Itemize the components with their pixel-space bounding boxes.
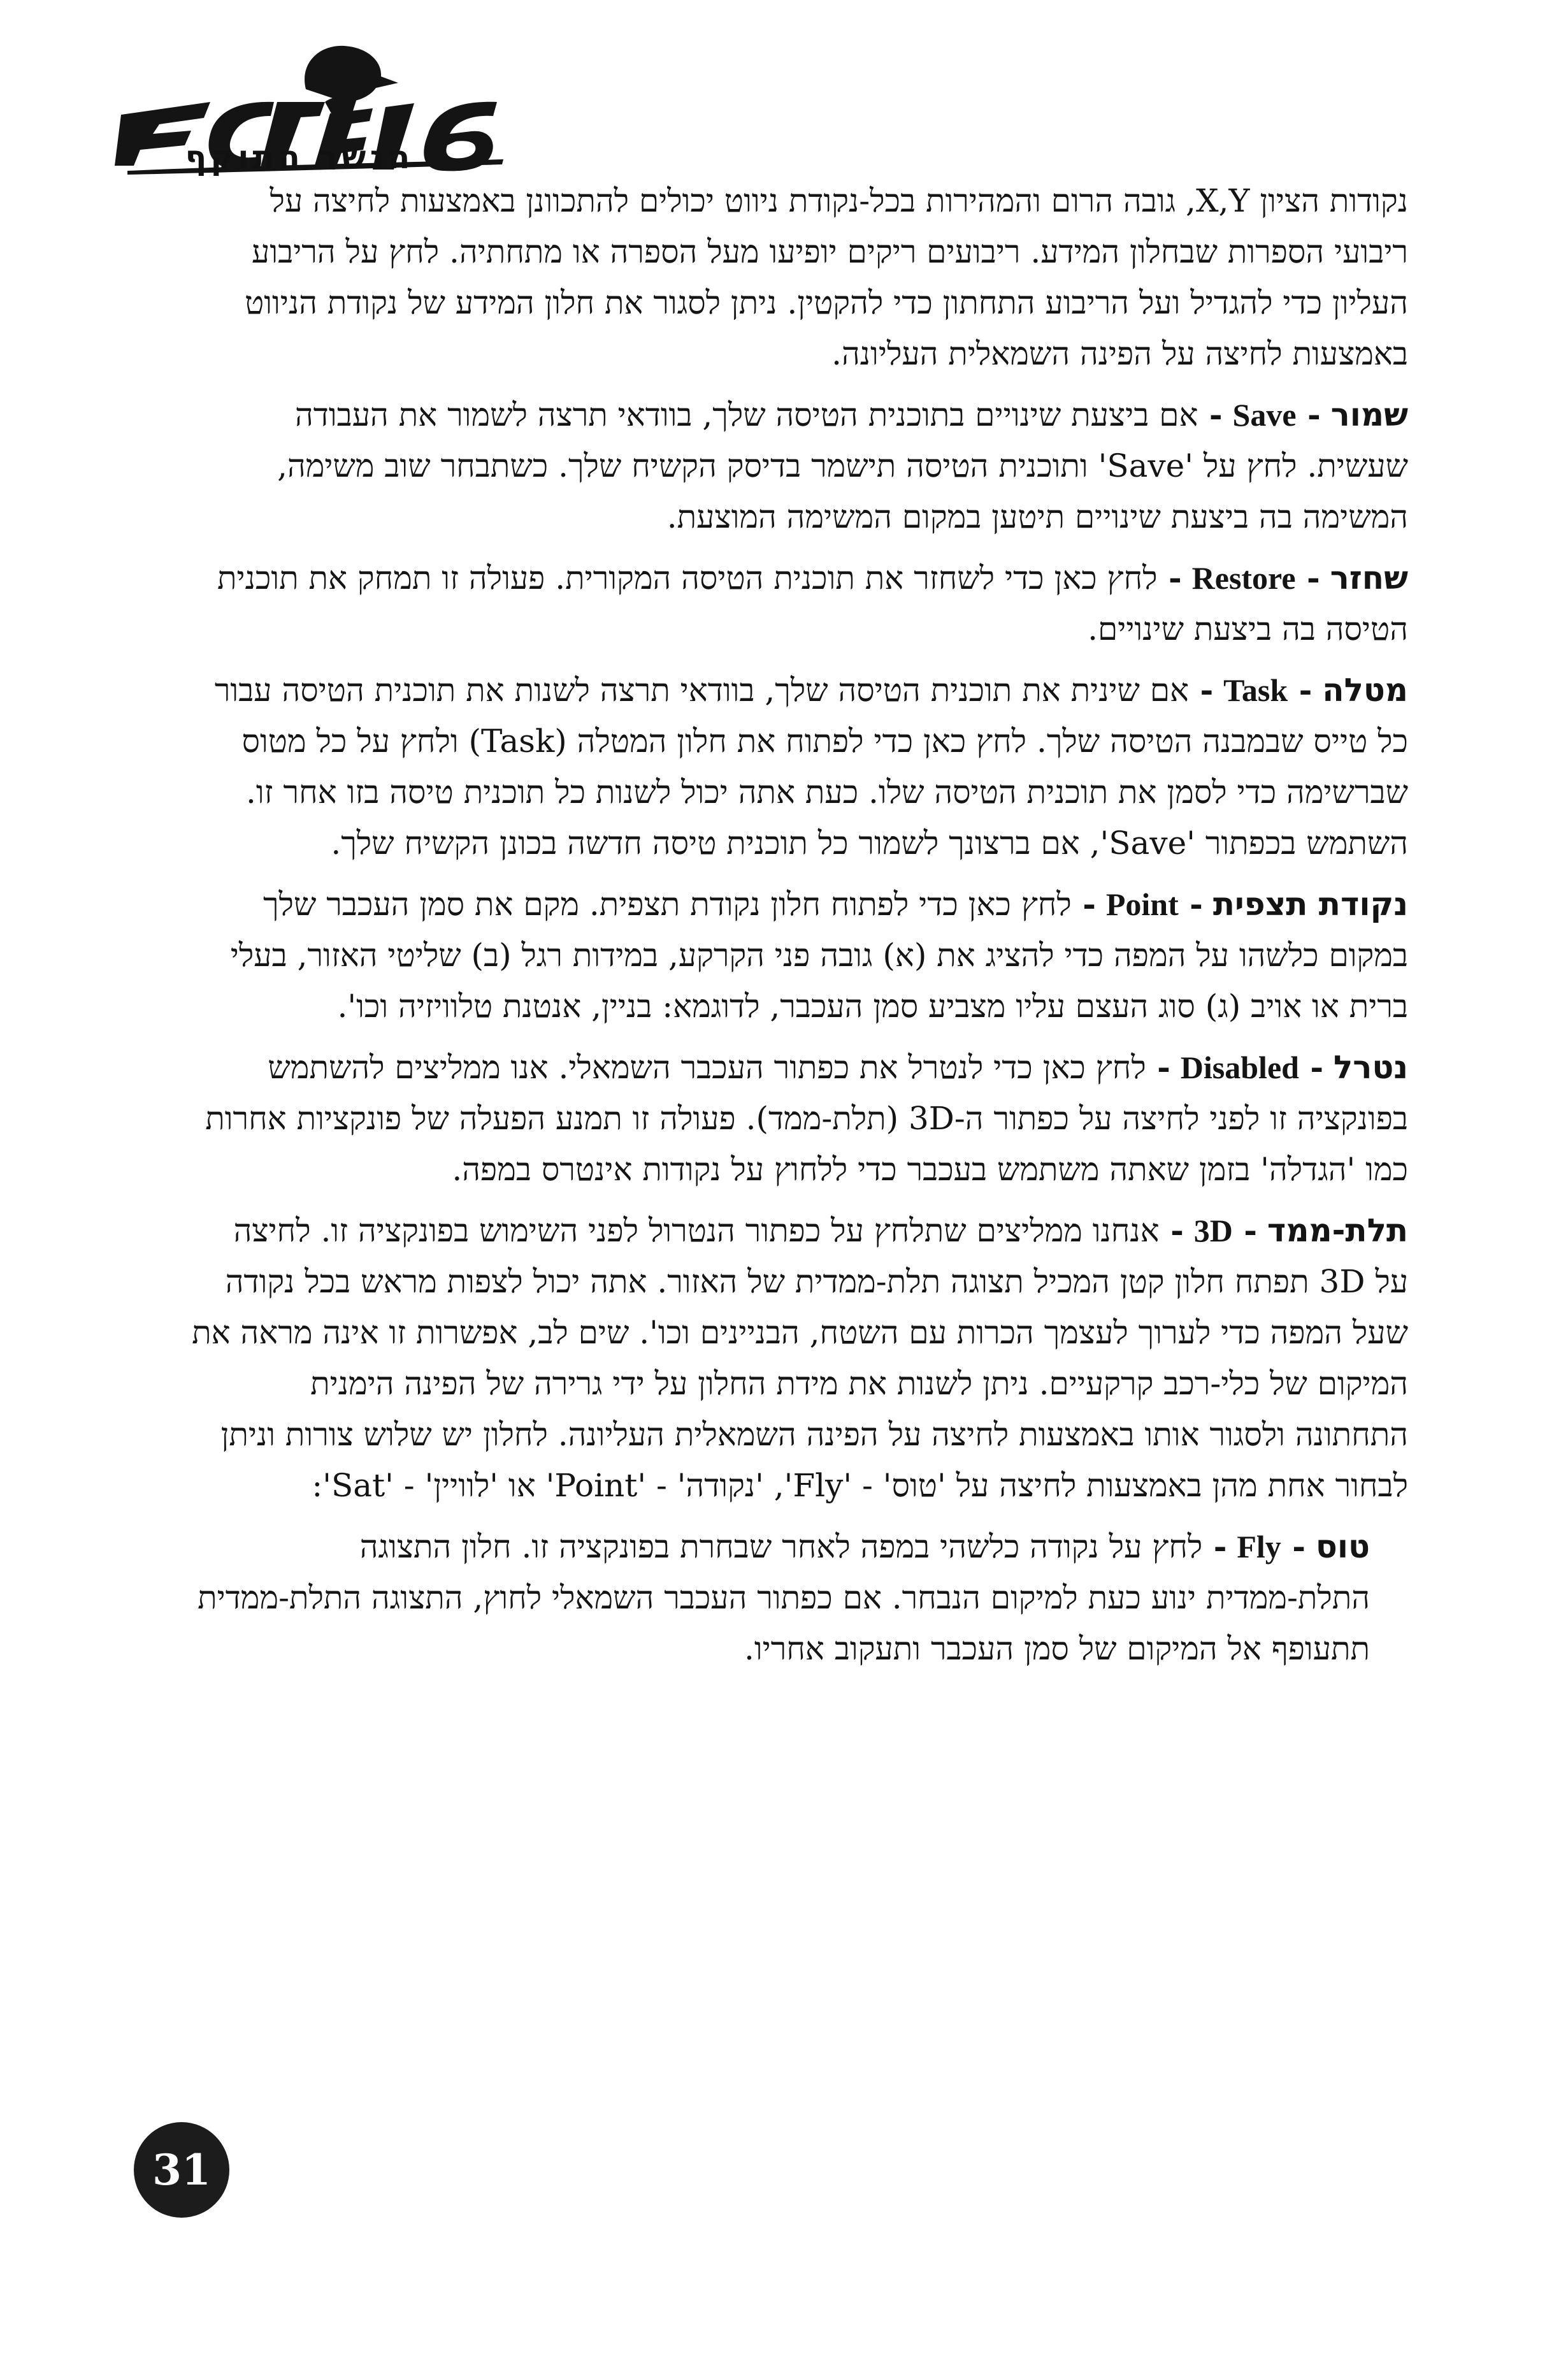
term-english: Task — [1223, 672, 1288, 708]
paragraph-text: אם ביצעת שינויים בתוכנית הטיסה שלך, בוודאי תרצה לשמור את העבודה שעשית. לחץ על 'Save' ותוכנית הטיסה תישמר בדיסק הקשיח שלך. כשתבחר שוב משימה, המשימה בה ביצעת שינויים תיטען במקום המשימה המוצעת. — [277, 396, 1408, 535]
term-english: Point — [1105, 886, 1179, 922]
term-hebrew: שחזר — [1330, 560, 1408, 596]
term-hebrew: תלת-ממד — [1267, 1212, 1408, 1249]
term-hebrew: נטרל — [1334, 1049, 1408, 1086]
paragraph-disabled: נטרל - Disabled - לחץ כאן כדי לנטרל את כפתור העכבר השמאלי. אנו ממליצים להשתמש בפונקציה זו לפני לחיצה על כפתור ה-3D (תלת-ממד). פעולה זו תמנע הפעלה של פונקציות אחרות כמו 'הגדלה' בזמן שאתה משתמש בעכבר כדי ללחוץ על נקודות אינטרס במפה. — [205, 1048, 1408, 1188]
paragraph-text: לחץ על נקודה כלשהי במפה לאחר שבחרת בפונקציה זו. חלון התצוגה התלת-ממדית ינוע כעת למיקום הנבחר. אם כפתור העכבר השמאלי לחוץ, התצוגה התלת-ממדית תתעופף אל המיקום של סמן העכבר ותעקוב אחריו. — [198, 1528, 1370, 1667]
paragraph-text: לחץ כאן כדי לשחזר את תוכנית הטיסה המקורית. פעולה זו תמחק את תוכנית הטיסה בה ביצעת שינויים. — [217, 560, 1408, 647]
term-hebrew: שמור — [1330, 396, 1408, 433]
paragraph-fly: טוס - Fly - לחץ על נקודה כלשהי במפה לאחר שבחרת בפונקציה זו. חלון התצוגה התלת-ממדית ינוע כעת למיקום הנבחר. אם כפתור העכבר השמאלי לחוץ, התצוגה התלת-ממדית תתעופף אל המיקום של סמן העכבר ותעקוב אחריו. — [198, 1528, 1370, 1667]
term-english: Restore — [1191, 560, 1296, 596]
paragraph-text: לחץ כאן כדי לפתוח חלון נקודת תצפית. מקם את סמן העכבר שלך במקום כלשהו על המפה כדי להציג את (א) גובה פני הקרקע, במידות רגל (ב) שליטי האזור, בעלי ברית או אויב (ג) סוג העצם עליו מצביע סמן העכבר, לדוגמא: בניין, אנטנת טלוויזיה וכו'. — [230, 886, 1408, 1025]
term-english: 3D — [1193, 1213, 1233, 1248]
term-hebrew: נקודת תצפית — [1212, 886, 1408, 923]
paragraph-text: נקודות הציון X,Y, גובה הרום והמהירות בכל-נקודת ניווט יכולים להתכוונן באמצעות לחיצה על ריבועי הספרות שבחלון המידע. ריבועים ריקים יופיעו מעל הספרה או מתחתיה. לחץ על הריבוע העליון כדי להגדיל ועל הריבוע התחתון כדי להקטין. ניתן לסגור את חלון המידע של נקודת הניווט באמצעות לחיצה על הפינה השמאלית העליונה. — [245, 182, 1408, 372]
paragraph-point: נקודת תצפית - Point - לחץ כאן כדי לפתוח חלון נקודת תצפית. מקם את סמן העכבר שלך במקום כלשהו על המפה כדי להציג את (א) גובה פני הקרקע, במידות רגל (ב) שליטי האזור, בעלי ברית או אויב (ג) סוג העצם עליו מצביע סמן העכבר, לדוגמא: בניין, אנטנת טלוויזיה וכו'. — [230, 885, 1408, 1025]
term-english: Save — [1232, 397, 1297, 433]
paragraph-text: אנחנו ממליצים שתלחץ על כפתור הנטרול לפני השימוש בפונקציה זו. לחיצה על 3D תפתח חלון קטן המכיל תצוגה תלת-ממדית של האזור. אתה יכול לצפות מראש בכל נקודה שעל המפה כדי לערוך לעצמך הכרות עם השטח, הבניינים וכו'. שים לב, אפשרות זו אינה מראה את המיקום של כלי-רכב קרקעיים. ניתן לשנות את מידת החלון על ידי גרירה של הפינה הימנית התחתונה ולסגור אותו באמצעות לחיצה על הפינה השמאלית העליונה. לחלון יש שלוש צורות וניתן לבחור אחת מהן באמצעות לחיצה על 'טוס' - 'Fly', 'נקודה' - 'Point' או 'לוויין' - 'Sat': — [192, 1212, 1408, 1504]
logo-subtitle: הנשר התוקף — [185, 139, 414, 176]
paragraph-coordinates — [191, 175, 1408, 379]
paragraph-restore: שחזר - Restore - לחץ כאן כדי לשחזר את תוכנית הטיסה המקורית. פעולה זו תמחק את תוכנית הטיסה בה ביצעת שינויים. — [217, 559, 1408, 647]
page-number: 31 — [134, 2122, 229, 2218]
term-english: Disabled — [1180, 1050, 1299, 1085]
term-english: Fly — [1237, 1529, 1281, 1564]
paragraph-task: מטלה - Task - אם שינית את תוכנית הטיסה שלך, בוודאי תרצה לשנות את תוכנית הטיסה עבור כל טייס שבמבנה הטיסה שלך. לחץ כאן כדי לפתוח את חלון המטלה (Task) ולחץ על כל מטוס שברשימה כדי לסמן את תוכנית הטיסה שלו. כעת אתה יכול לשנות כל תוכנית טיסה בזו אחר זו. השתמש בכפתור 'Save', אם ברצונך לשמור כל תוכנית טיסה חדשה בכונן הקשיח שלך. — [214, 671, 1408, 862]
paragraph-text: לחץ כאן כדי לנטרל את כפתור העכבר השמאלי. אנו ממליצים להשתמש בפונקציה זו לפני לחיצה על כפתור ה-3D (תלת-ממד). פעולה זו תמנע הפעלה של פונקציות אחרות כמו 'הגדלה' בזמן שאתה משתמש בעכבר כדי ללחוץ על נקודות אינטרס במפה. — [205, 1049, 1408, 1188]
main-text — [191, 175, 1408, 1684]
term-hebrew: מטלה — [1322, 672, 1408, 709]
paragraph-3d: תלת-ממד - 3D - אנחנו ממליצים שתלחץ על כפתור הנטרול לפני השימוש בפונקציה זו. לחיצה על 3D תפתח חלון קטן המכיל תצוגה תלת-ממדית של האזור. אתה יכול לצפות מראש בכל נקודה שעל המפה כדי לערוך לעצמך הכרות עם השטח, הבניינים וכו'. שים לב, אפשרות זו אינה מראה את המיקום של כלי-רכב קרקעיים. ניתן לשנות את מידת החלון על ידי גרירה של הפינה הימנית התחתונה ולסגור אותו באמצעות לחיצה על הפינה השמאלית העליונה. לחלון יש שלוש צורות וניתן לבחור אחת מהן באמצעות לחיצה על 'טוס' - 'Fly', 'נקודה' - 'Point' או 'לוויין' - 'Sat': — [192, 1211, 1408, 1504]
term-hebrew: טוס — [1315, 1528, 1370, 1565]
paragraph-text: אם שינית את תוכנית הטיסה שלך, בוודאי תרצה לשנות את תוכנית הטיסה עבור כל טייס שבמבנה הטיסה שלך. לחץ כאן כדי לפתוח את חלון המטלה (Task) ולחץ על כל מטוס שברשימה כדי לסמן את תוכנית הטיסה שלו. כעת אתה יכול לשנות כל תוכנית טיסה בזו אחר זו. השתמש בכפתור 'Save', אם ברצונך לשמור כל תוכנית טיסה חדשה בכונן הקשיח שלך. — [214, 672, 1408, 862]
paragraph-save: שמור - Save - אם ביצעת שינויים בתוכנית הטיסה שלך, בוודאי תרצה לשמור את העבודה שעשית. לחץ על 'Save' ותוכנית הטיסה תישמר בדיסק הקשיח שלך. כשתבחר שוב משימה, המשימה בה ביצעת שינויים תיטען במקום המשימה המוצעת. — [277, 396, 1408, 535]
